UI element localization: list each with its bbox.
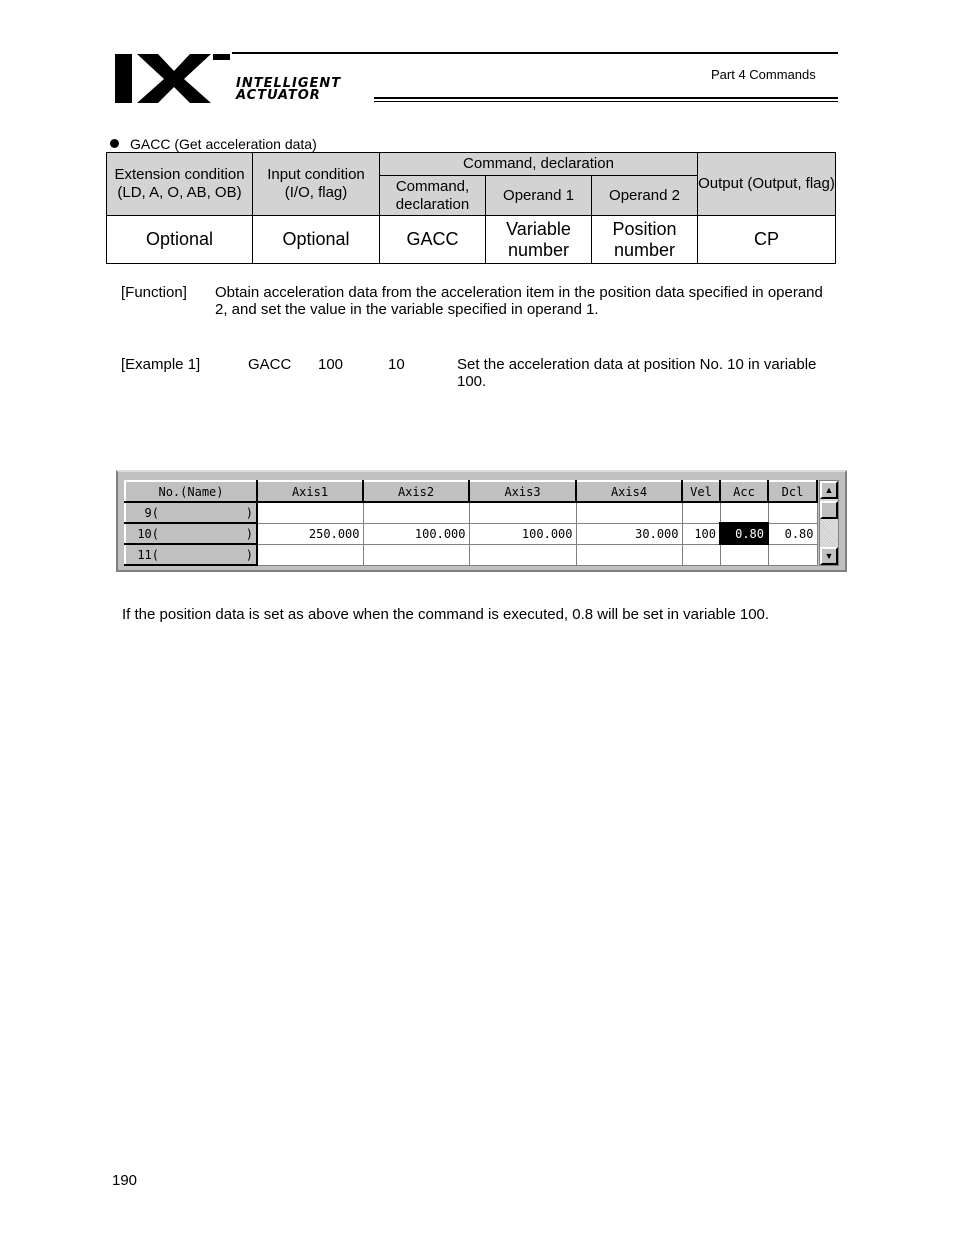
example-operand2: 10 [388, 356, 405, 373]
dcl-cell[interactable]: 0.80 [768, 523, 817, 544]
scroll-up-arrow-icon[interactable]: ▲ [820, 481, 838, 499]
axis4-cell[interactable]: 30.000 [576, 523, 682, 544]
example-operand1: 100 [318, 356, 344, 373]
result-note: If the position data is set as above when the command is executed, 0.8 will be set in variable 100. [122, 606, 770, 623]
table-row [125, 544, 817, 565]
value-command: GACC [380, 216, 486, 264]
function-text-line1: Obtain acceleration data from the acceleration item in the position data specified in operand [215, 284, 823, 301]
brand-name: INTELLIGENT ACTUATOR [236, 76, 342, 103]
position-data-window [116, 470, 847, 572]
syntax-table [106, 152, 836, 264]
command-heading: GACC (Get acceleration data) [110, 136, 317, 152]
value-operand1: Variable number [486, 216, 592, 264]
section-title: Part 4 Commands [711, 67, 816, 82]
position-table [124, 480, 818, 566]
value-operand2: Position number [592, 216, 698, 264]
example-label: [Example 1] [121, 356, 201, 373]
column-header-axis4[interactable]: Axis4 [576, 481, 682, 502]
header-rule-top [232, 52, 838, 54]
example-desc-line2: 100. [457, 373, 487, 390]
acc-cell[interactable] [720, 502, 768, 523]
example-command: GACC [248, 356, 292, 373]
axis2-cell[interactable] [363, 502, 469, 523]
axis2-cell[interactable]: 100.000 [363, 523, 469, 544]
axis1-cell[interactable] [257, 544, 363, 565]
page-number: 190 [112, 1172, 138, 1189]
axis4-cell[interactable] [576, 544, 682, 565]
header-operand1: Operand 1 [486, 176, 592, 216]
function-label: [Function] [121, 284, 187, 301]
axis1-cell[interactable]: 250.000 [257, 523, 363, 544]
vel-cell[interactable] [682, 544, 720, 565]
header-input: Input condition (I/O, flag) [253, 153, 380, 216]
header-command-group: Command, declaration [380, 153, 698, 176]
value-input: Optional [253, 216, 380, 264]
scroll-down-arrow-icon[interactable]: ▼ [820, 547, 838, 565]
row-header[interactable]: 9( ) [125, 502, 257, 523]
header-rule-bottom [374, 97, 838, 99]
value-output: CP [698, 216, 836, 264]
axis3-cell[interactable]: 100.000 [469, 523, 576, 544]
header-extension: Extension condition (LD, A, O, AB, OB) [107, 153, 253, 216]
axis1-cell[interactable] [257, 502, 363, 523]
acc-cell[interactable] [720, 544, 768, 565]
axis3-cell[interactable] [469, 502, 576, 523]
axis4-cell[interactable] [576, 502, 682, 523]
header-operand2: Operand 2 [592, 176, 698, 216]
function-text-line2: 2, and set the value in the variable specified in operand 1. [215, 301, 599, 318]
header-output: Output (Output, flag) [698, 153, 836, 216]
bullet-icon [110, 139, 119, 148]
table-row [125, 523, 817, 544]
dcl-cell[interactable] [768, 502, 817, 523]
column-header-vel[interactable]: Vel [682, 481, 720, 502]
example-desc-line1: Set the acceleration data at position No. 10 in variable [457, 356, 817, 373]
header-rule-bottom-thin [374, 101, 838, 102]
row-header[interactable]: 11( ) [125, 544, 257, 565]
acc-cell-selected[interactable]: 0.80 [720, 523, 768, 544]
vel-cell[interactable]: 100 [682, 523, 720, 544]
axis2-cell[interactable] [363, 544, 469, 565]
axis3-cell[interactable] [469, 544, 576, 565]
value-extension: Optional [107, 216, 253, 264]
column-header-name[interactable]: No.(Name) [125, 481, 257, 502]
column-header-axis3[interactable]: Axis3 [469, 481, 576, 502]
header-command: Command, declaration [380, 176, 486, 216]
ix-logo [115, 53, 230, 103]
column-header-acc[interactable]: Acc [720, 481, 768, 502]
column-header-axis1[interactable]: Axis1 [257, 481, 363, 502]
column-header-dcl[interactable]: Dcl [768, 481, 817, 502]
dcl-cell[interactable] [768, 544, 817, 565]
vel-cell[interactable] [682, 502, 720, 523]
table-row [125, 502, 817, 523]
vertical-scrollbar[interactable] [819, 480, 839, 566]
row-header[interactable]: 10( ) [125, 523, 257, 544]
column-header-axis2[interactable]: Axis2 [363, 481, 469, 502]
scroll-thumb[interactable] [820, 501, 838, 519]
